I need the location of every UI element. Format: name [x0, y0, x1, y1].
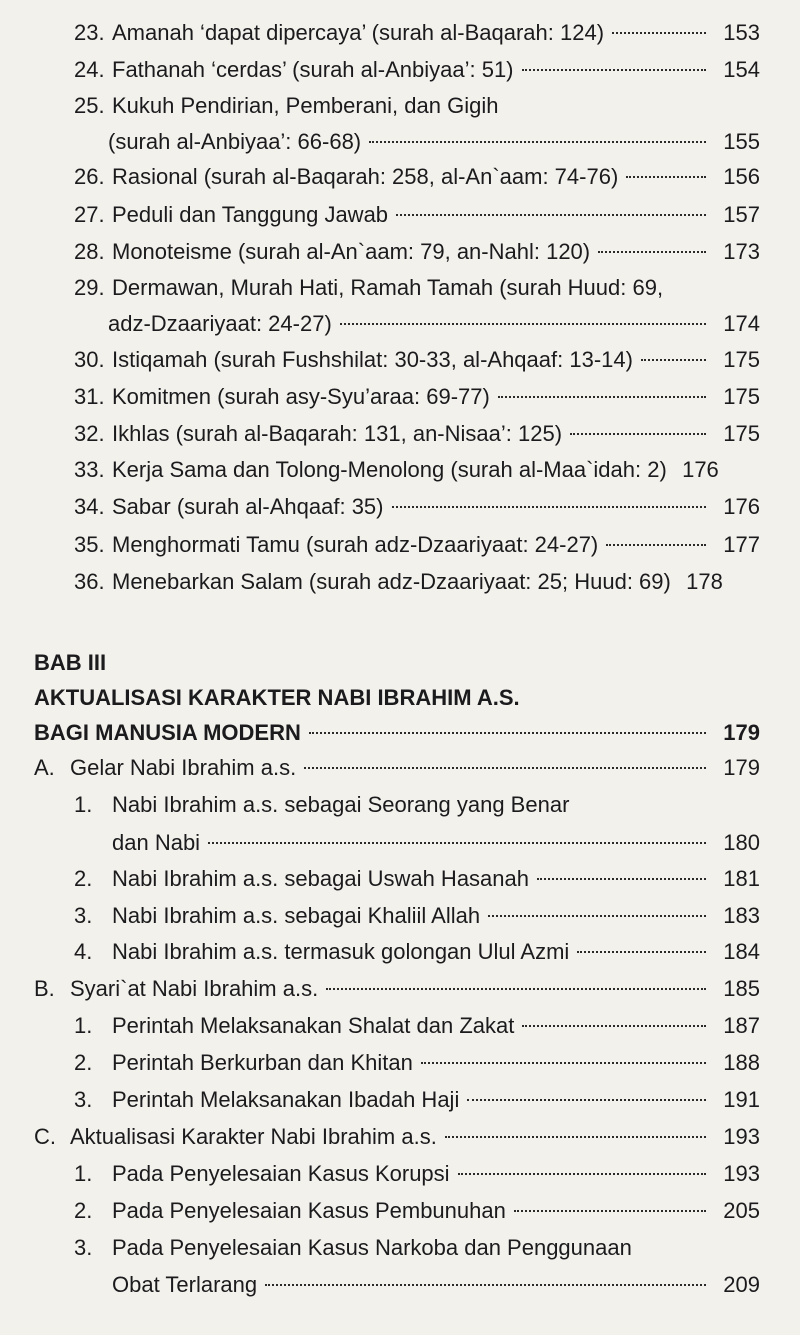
entry-number: 30. [74, 347, 105, 372]
entry-title: Menghormati Tamu (surah adz-Dzaariyaat: 24-27) [112, 532, 599, 557]
chapter-title-line1: AKTUALISASI KARAKTER NABI IBRAHIM A.S. [34, 685, 520, 710]
toc-entry-30 [74, 345, 760, 375]
dot-leader [488, 915, 706, 917]
page-number: 193 [723, 1161, 760, 1186]
entry-number: 2. [74, 1198, 93, 1223]
entry-number: 36. [74, 569, 105, 594]
entry-number: 4. [74, 939, 93, 964]
entry-number: 26. [74, 164, 105, 189]
toc-entry-29 [108, 309, 760, 339]
entry-title: Nabi Ibrahim a.s. sebagai Uswah Hasanah [112, 866, 530, 891]
page-number: 177 [723, 532, 760, 557]
page-number: 179 [723, 755, 760, 780]
page-number: 178 [686, 569, 723, 594]
entry-title: Fathanah ‘cerdas’ (surah al-Anbiyaa’: 51) [112, 57, 514, 82]
page-number: 181 [723, 866, 760, 891]
entry-title: Kerja Sama dan Tolong-Menolong (surah al-Maa`idah: 2) [112, 457, 667, 482]
entry-number: 24. [74, 57, 105, 82]
entry-title: Monoteisme (surah al-An`aam: 79, an-Nahl: 120) [112, 239, 591, 264]
entry-title: Perintah Berkurban dan Khitan [112, 1050, 413, 1075]
toc-sub-a3 [74, 901, 760, 931]
toc-section-b [34, 974, 760, 1004]
dot-leader [606, 544, 706, 546]
dot-leader [304, 767, 706, 769]
dot-leader [641, 359, 706, 361]
page-number: 205 [723, 1198, 760, 1223]
entry-title: Nabi Ibrahim a.s. termasuk golongan Ulul Azmi [112, 939, 570, 964]
toc-sub-a4 [74, 937, 760, 967]
page-number: 154 [723, 57, 760, 82]
toc-entry-33 [74, 455, 760, 485]
dot-leader [369, 141, 706, 143]
toc-entry-34 [74, 492, 760, 522]
entry-number: 1. [74, 792, 93, 817]
chapter-label: BAB III [34, 650, 107, 675]
dot-leader [392, 506, 707, 508]
chapter-title-line2: BAGI MANUSIA MODERN [34, 720, 301, 745]
entry-title: Dermawan, Murah Hati, Ramah Tamah (surah Huud: 69, [112, 275, 664, 300]
entry-title-continued: dan Nabi [112, 830, 201, 855]
dot-leader [537, 878, 706, 880]
toc-sub-c3 [112, 1270, 760, 1300]
entry-title: Kukuh Pendirian, Pemberani, dan Gigih [112, 93, 499, 118]
chapter-title-entry [34, 718, 760, 748]
page-number: 187 [723, 1013, 760, 1038]
toc-section-a [34, 753, 760, 783]
dot-leader [598, 251, 706, 253]
entry-number: 33. [74, 457, 105, 482]
toc-sub-c2 [74, 1196, 760, 1226]
entry-number: 35. [74, 532, 105, 557]
page-number: 157 [723, 202, 760, 227]
entry-number: 1. [74, 1013, 93, 1038]
entry-title: Pada Penyelesaian Kasus Korupsi [112, 1161, 450, 1186]
toc-sub-b2 [74, 1048, 760, 1078]
toc-entry-31 [74, 382, 760, 412]
toc-section-c [34, 1122, 760, 1152]
entry-number: 1. [74, 1161, 93, 1186]
toc-sub-a1-line1 [74, 790, 569, 820]
entry-number: 3. [74, 1087, 93, 1112]
dot-leader [522, 69, 706, 71]
section-letter: A. [34, 755, 55, 780]
page-number: 191 [723, 1087, 760, 1112]
entry-title: Pada Penyelesaian Kasus Narkoba dan Penggunaan [112, 1235, 632, 1260]
entry-number: 28. [74, 239, 105, 264]
entry-title: Nabi Ibrahim a.s. sebagai Seorang yang Benar [112, 792, 570, 817]
page-number: 209 [723, 1272, 760, 1297]
entry-title: Peduli dan Tanggung Jawab [112, 202, 389, 227]
page-number: 176 [682, 457, 719, 482]
section-title: Aktualisasi Karakter Nabi Ibrahim a.s. [70, 1124, 437, 1149]
toc-sub-c1 [74, 1159, 760, 1189]
entry-number: 2. [74, 1050, 93, 1075]
page-number: 175 [723, 384, 760, 409]
toc-entry-25 [108, 127, 760, 157]
toc-sub-a1 [112, 828, 760, 858]
toc-sub-c3-line1 [74, 1233, 632, 1263]
entry-title-continued: (surah al-Anbiyaa’: 66-68) [108, 129, 362, 154]
entry-title: Komitmen (surah asy-Syu’araa: 69-77) [112, 384, 490, 409]
dot-leader [265, 1284, 706, 1286]
page-number: 173 [723, 239, 760, 264]
page-number: 153 [723, 20, 760, 45]
entry-number: 2. [74, 866, 93, 891]
toc-entry-28 [74, 237, 760, 267]
toc-entry-26 [74, 162, 760, 192]
toc-entry-25-line1 [74, 91, 498, 121]
page-number: 184 [723, 939, 760, 964]
entry-title: Menebarkan Salam (surah adz-Dzaariyaat: 25; Huud: 69) [112, 569, 671, 594]
entry-title-continued: adz-Dzaariyaat: 24-27) [108, 311, 332, 336]
toc-entry-23 [74, 18, 760, 48]
entry-number: 23. [74, 20, 105, 45]
entry-title: Amanah ‘dapat dipercaya’ (surah al-Baqarah: 124) [112, 20, 605, 45]
page-number: 174 [723, 311, 760, 336]
page-number: 188 [723, 1050, 760, 1075]
toc-sub-a2 [74, 864, 760, 894]
page-number: 175 [723, 421, 760, 446]
entry-number: 29. [74, 275, 105, 300]
page-number: 180 [723, 830, 760, 855]
section-letter: B. [34, 976, 55, 1001]
section-letter: C. [34, 1124, 56, 1149]
page-number: 183 [723, 903, 760, 928]
page-number: 175 [723, 347, 760, 372]
dot-leader [396, 214, 706, 216]
page-number: 185 [723, 976, 760, 1001]
toc-sub-b3 [74, 1085, 760, 1115]
dot-leader [421, 1062, 706, 1064]
page-number: 156 [723, 164, 760, 189]
dot-leader [626, 176, 706, 178]
page-number: 176 [723, 494, 760, 519]
entry-number: 3. [74, 903, 93, 928]
toc-entry-27 [74, 200, 760, 230]
entry-title: Perintah Melaksanakan Shalat dan Zakat [112, 1013, 515, 1038]
toc-entry-36 [74, 567, 760, 597]
entry-number: 25. [74, 93, 105, 118]
dot-leader [612, 32, 706, 34]
dot-leader [309, 732, 706, 734]
entry-title: Nabi Ibrahim a.s. sebagai Khaliil Allah [112, 903, 481, 928]
entry-number: 31. [74, 384, 105, 409]
toc-entry-35 [74, 530, 760, 560]
dot-leader [208, 842, 706, 844]
entry-number: 32. [74, 421, 105, 446]
dot-leader [326, 988, 706, 990]
dot-leader [467, 1099, 706, 1101]
entry-number: 34. [74, 494, 105, 519]
toc-sub-b1 [74, 1011, 760, 1041]
dot-leader [458, 1173, 706, 1175]
dot-leader [445, 1136, 706, 1138]
page-number: 155 [723, 129, 760, 154]
toc-entry-24 [74, 55, 760, 85]
entry-title: Istiqamah (surah Fushshilat: 30-33, al-Ahqaaf: 13-14) [112, 347, 633, 372]
entry-title: Pada Penyelesaian Kasus Pembunuhan [112, 1198, 506, 1223]
entry-title: Sabar (surah al-Ahqaaf: 35) [112, 494, 384, 519]
page-number: 179 [723, 720, 760, 745]
dot-leader [522, 1025, 706, 1027]
entry-title-continued: Obat Terlarang [112, 1272, 258, 1297]
entry-title: Ikhlas (surah al-Baqarah: 131, an-Nisaa’: 125) [112, 421, 563, 446]
dot-leader [498, 396, 706, 398]
dot-leader [577, 951, 706, 953]
entry-number: 3. [74, 1235, 93, 1260]
entry-title: Rasional (surah al-Baqarah: 258, al-An`aam: 74-76) [112, 164, 619, 189]
toc-entry-29-line1 [74, 273, 663, 303]
dot-leader [514, 1210, 706, 1212]
toc-entry-32 [74, 419, 760, 449]
dot-leader [340, 323, 706, 325]
dot-leader [570, 433, 706, 435]
section-title: Gelar Nabi Ibrahim a.s. [70, 755, 297, 780]
entry-number: 27. [74, 202, 105, 227]
page-number: 193 [723, 1124, 760, 1149]
entry-title: Perintah Melaksanakan Ibadah Haji [112, 1087, 460, 1112]
section-title: Syari`at Nabi Ibrahim a.s. [70, 976, 319, 1001]
